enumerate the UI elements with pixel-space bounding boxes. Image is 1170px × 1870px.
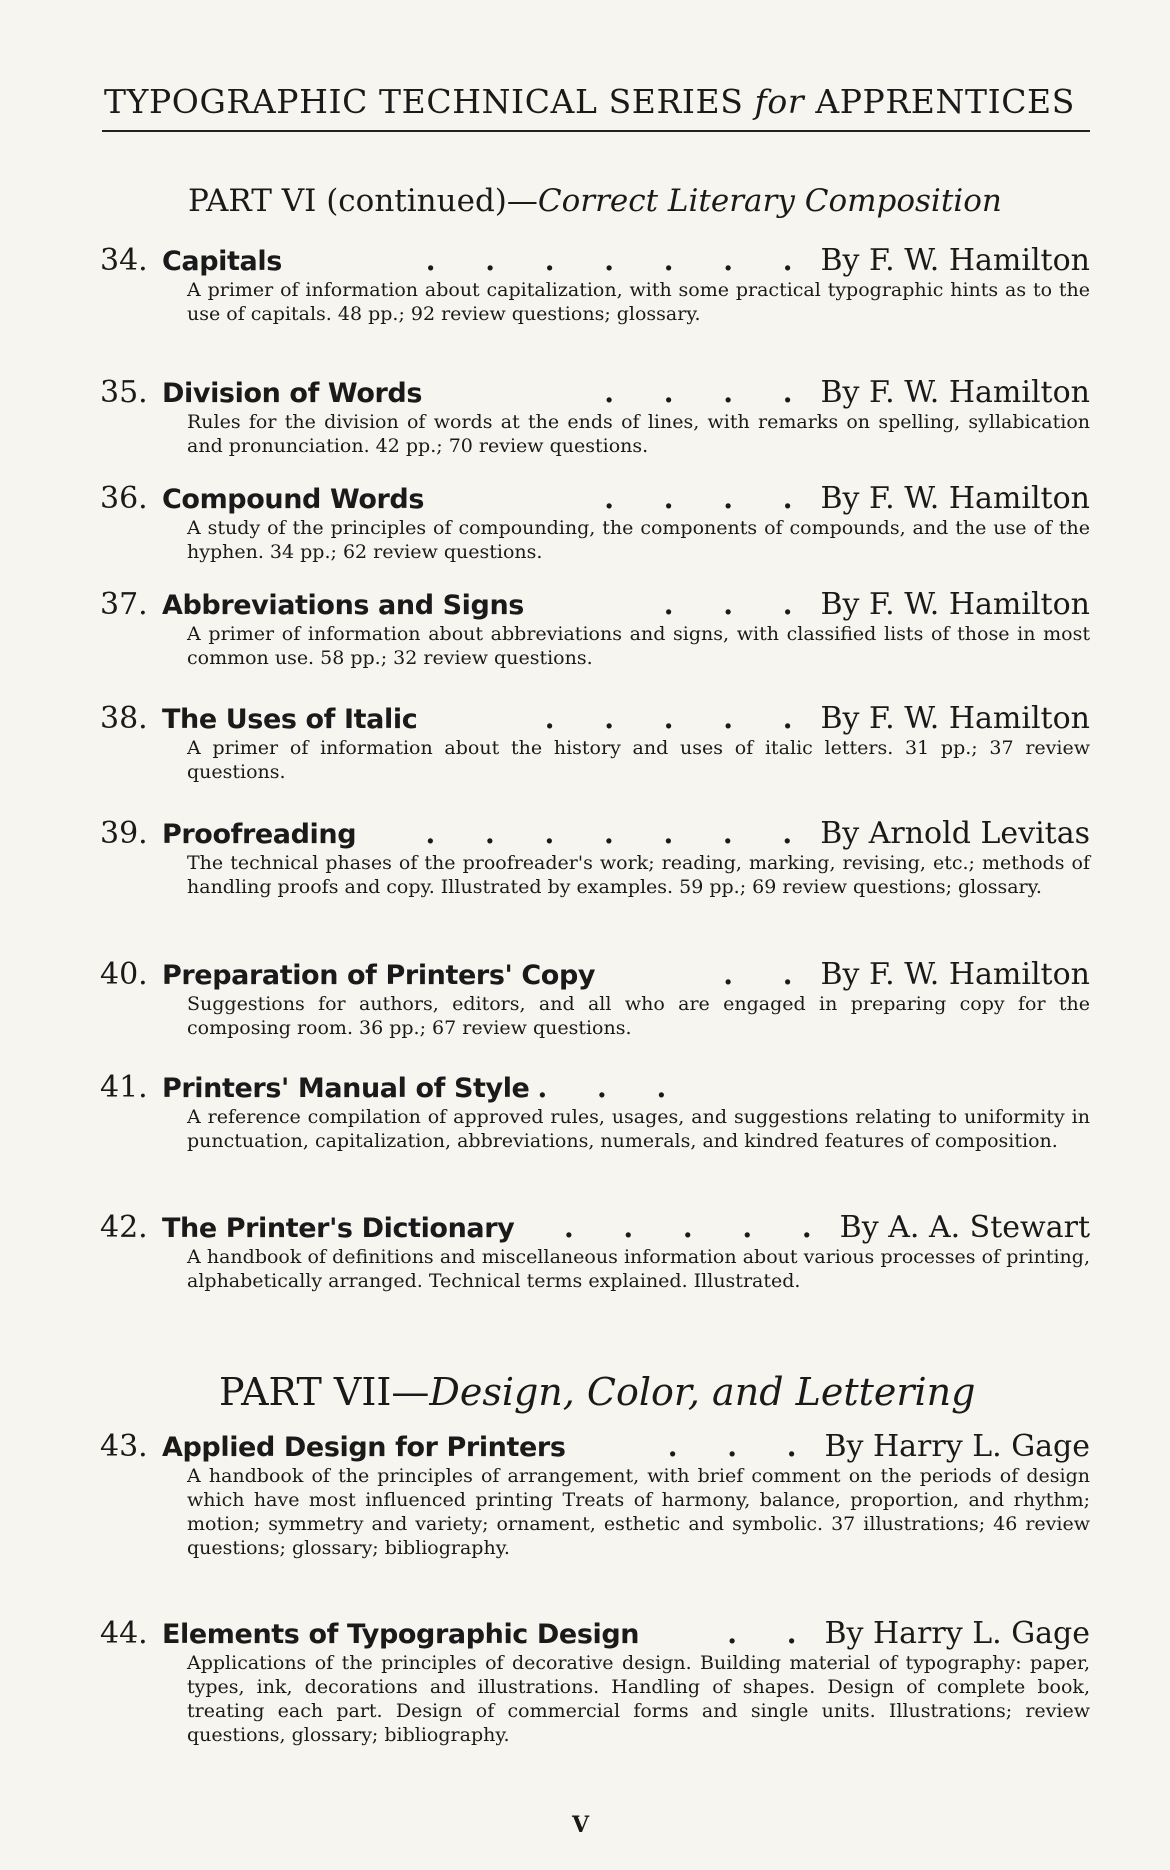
entry-author: By Harry L. Gage [824, 1616, 1090, 1651]
entry-author: By F. W. Hamilton [820, 587, 1090, 622]
running-head [104, 82, 1090, 121]
entry-title: Applied Design for Printers [162, 1432, 566, 1463]
part-vi-heading [188, 183, 1002, 219]
entry-43 [100, 1430, 1090, 1560]
entry-44 [100, 1617, 1090, 1747]
entry-number: 37. [100, 587, 148, 622]
entry-number: 34. [100, 243, 148, 278]
entry-author: By F. W. Hamilton [820, 375, 1090, 410]
entry-author: By A. A. Stewart [839, 1210, 1090, 1245]
entry-37 [100, 588, 1090, 670]
entry-description: A study of the principles of compounding, the components of compounds, and the use of the hyphen. 34 pp.; 62 review questions. [187, 517, 1090, 563]
entry-title: Printers' Manual of Style [162, 1073, 530, 1104]
dot-leader: . . . [663, 588, 813, 621]
entry-description: A reference compilation of approved rules, usages, and suggestions relating to uniformity in punctuation, capitalization, abbreviations, numerals, and kindred features of composition. [187, 1106, 1090, 1152]
entry-description: A handbook of definitions and miscellaneous information about various processes of printing, alphabetically arranged. Technical terms explained. Illustrated. [187, 1246, 1090, 1292]
entry-number: 35. [100, 375, 148, 410]
entry-number: 38. [100, 701, 148, 736]
header-rule [102, 130, 1090, 132]
entry-title: Preparation of Printers' Copy [162, 960, 596, 991]
entry-title: The Printer's Dictionary [162, 1213, 515, 1244]
dot-leader: . . . . [604, 376, 813, 409]
entry-38 [100, 702, 1090, 784]
entry-number: 40. [100, 957, 148, 992]
entry-41 [100, 1071, 1090, 1153]
entry-title: Compound Words [162, 484, 425, 515]
part-vi-label: PART VI (continued)— [188, 183, 538, 219]
entry-description: A handbook of the principles of arrangement, with brief comment on the periods of design which have most influenced printing Treats of harmony, balance, proportion, and rhythm; motion; symmetry and variety; ornament, esthetic and symbolic. 37 illustrations; 46 review questions; glossary; bibliography. [187, 1465, 1090, 1559]
entry-description: A primer of information about capitalization, with some practical typographic hints as to the use of capitals. 48 pp.; 92 review questions; glossary. [187, 279, 1090, 325]
part-vii-subtitle: Design, Color, and Lettering [429, 1370, 976, 1414]
dot-leader: . . . [537, 1071, 687, 1104]
running-head-right: APPRENTICES [815, 82, 1075, 121]
page-number: V [572, 1812, 590, 1838]
entry-title: Division of Words [162, 378, 422, 409]
entry-author: By F. W. Hamilton [820, 701, 1090, 736]
running-head-italic: for [754, 82, 805, 121]
entry-title: Capitals [162, 246, 282, 277]
entry-34 [100, 244, 1090, 326]
entry-number: 43. [100, 1429, 148, 1464]
entry-40 [100, 958, 1090, 1040]
entry-number: 36. [100, 481, 148, 516]
dot-leader: . . . . . . . [425, 244, 813, 277]
entry-title: The Uses of Italic [162, 704, 418, 735]
entry-number: 42. [100, 1210, 148, 1245]
entry-author: By Harry L. Gage [824, 1429, 1090, 1464]
dot-leader: . . [723, 958, 813, 991]
entry-36 [100, 482, 1090, 564]
dot-leader: . . . . . . . [425, 817, 813, 850]
dot-leader: . . . . . [563, 1211, 832, 1244]
entry-description: Rules for the division of words at the ends of lines, with remarks on spelling, syllabication and pronunciation. 42 pp.; 70 review questions. [187, 411, 1090, 457]
entry-35 [100, 376, 1090, 458]
part-vii-heading [219, 1370, 975, 1414]
entry-title: Proofreading [162, 819, 357, 850]
entry-title: Abbreviations and Signs [162, 590, 524, 621]
entry-number: 39. [100, 816, 148, 851]
running-head-left: TYPOGRAPHIC TECHNICAL SERIES [104, 82, 744, 121]
dot-leader: . . [727, 1617, 817, 1650]
entry-number: 44. [100, 1616, 148, 1651]
part-vii-label: PART VII— [219, 1370, 430, 1414]
entry-title: Elements of Typographic Design [162, 1619, 640, 1650]
entry-description: Applications of the principles of decorative design. Building material of typography: paper, types, ink, decorations and illustrations. Handling of shapes. Design of complete book, treating each part. Design of commercial forms and single units. Illustrations; review questions, glossary; bibliography. [187, 1652, 1090, 1746]
entry-author: By Arnold Levitas [820, 816, 1090, 851]
entry-author: By F. W. Hamilton [820, 957, 1090, 992]
dot-leader: . . . . . [544, 702, 813, 735]
entry-author: By F. W. Hamilton [820, 481, 1090, 516]
dot-leader: . . . . [604, 482, 813, 515]
entry-description: A primer of information about the history and uses of italic letters. 31 pp.; 37 review questions. [187, 737, 1090, 783]
part-vi-subtitle: Correct Literary Composition [537, 183, 1002, 219]
entry-description: A primer of information about abbreviations and signs, with classified lists of those in most common use. 58 pp.; 32 review questions. [187, 623, 1090, 669]
entry-42 [100, 1211, 1090, 1293]
entry-number: 41. [100, 1070, 148, 1105]
entry-description: The technical phases of the proofreader's work; reading, marking, revising, etc.; methods of handling proofs and copy. Illustrated by examples. 59 pp.; 69 review questions; glossary. [187, 852, 1090, 898]
entry-author: By F. W. Hamilton [820, 243, 1090, 278]
entry-description: Suggestions for authors, editors, and all who are engaged in preparing copy for the composing room. 36 pp.; 67 review questions. [187, 993, 1090, 1039]
entry-39 [100, 817, 1090, 899]
dot-leader: . . . [667, 1430, 817, 1463]
